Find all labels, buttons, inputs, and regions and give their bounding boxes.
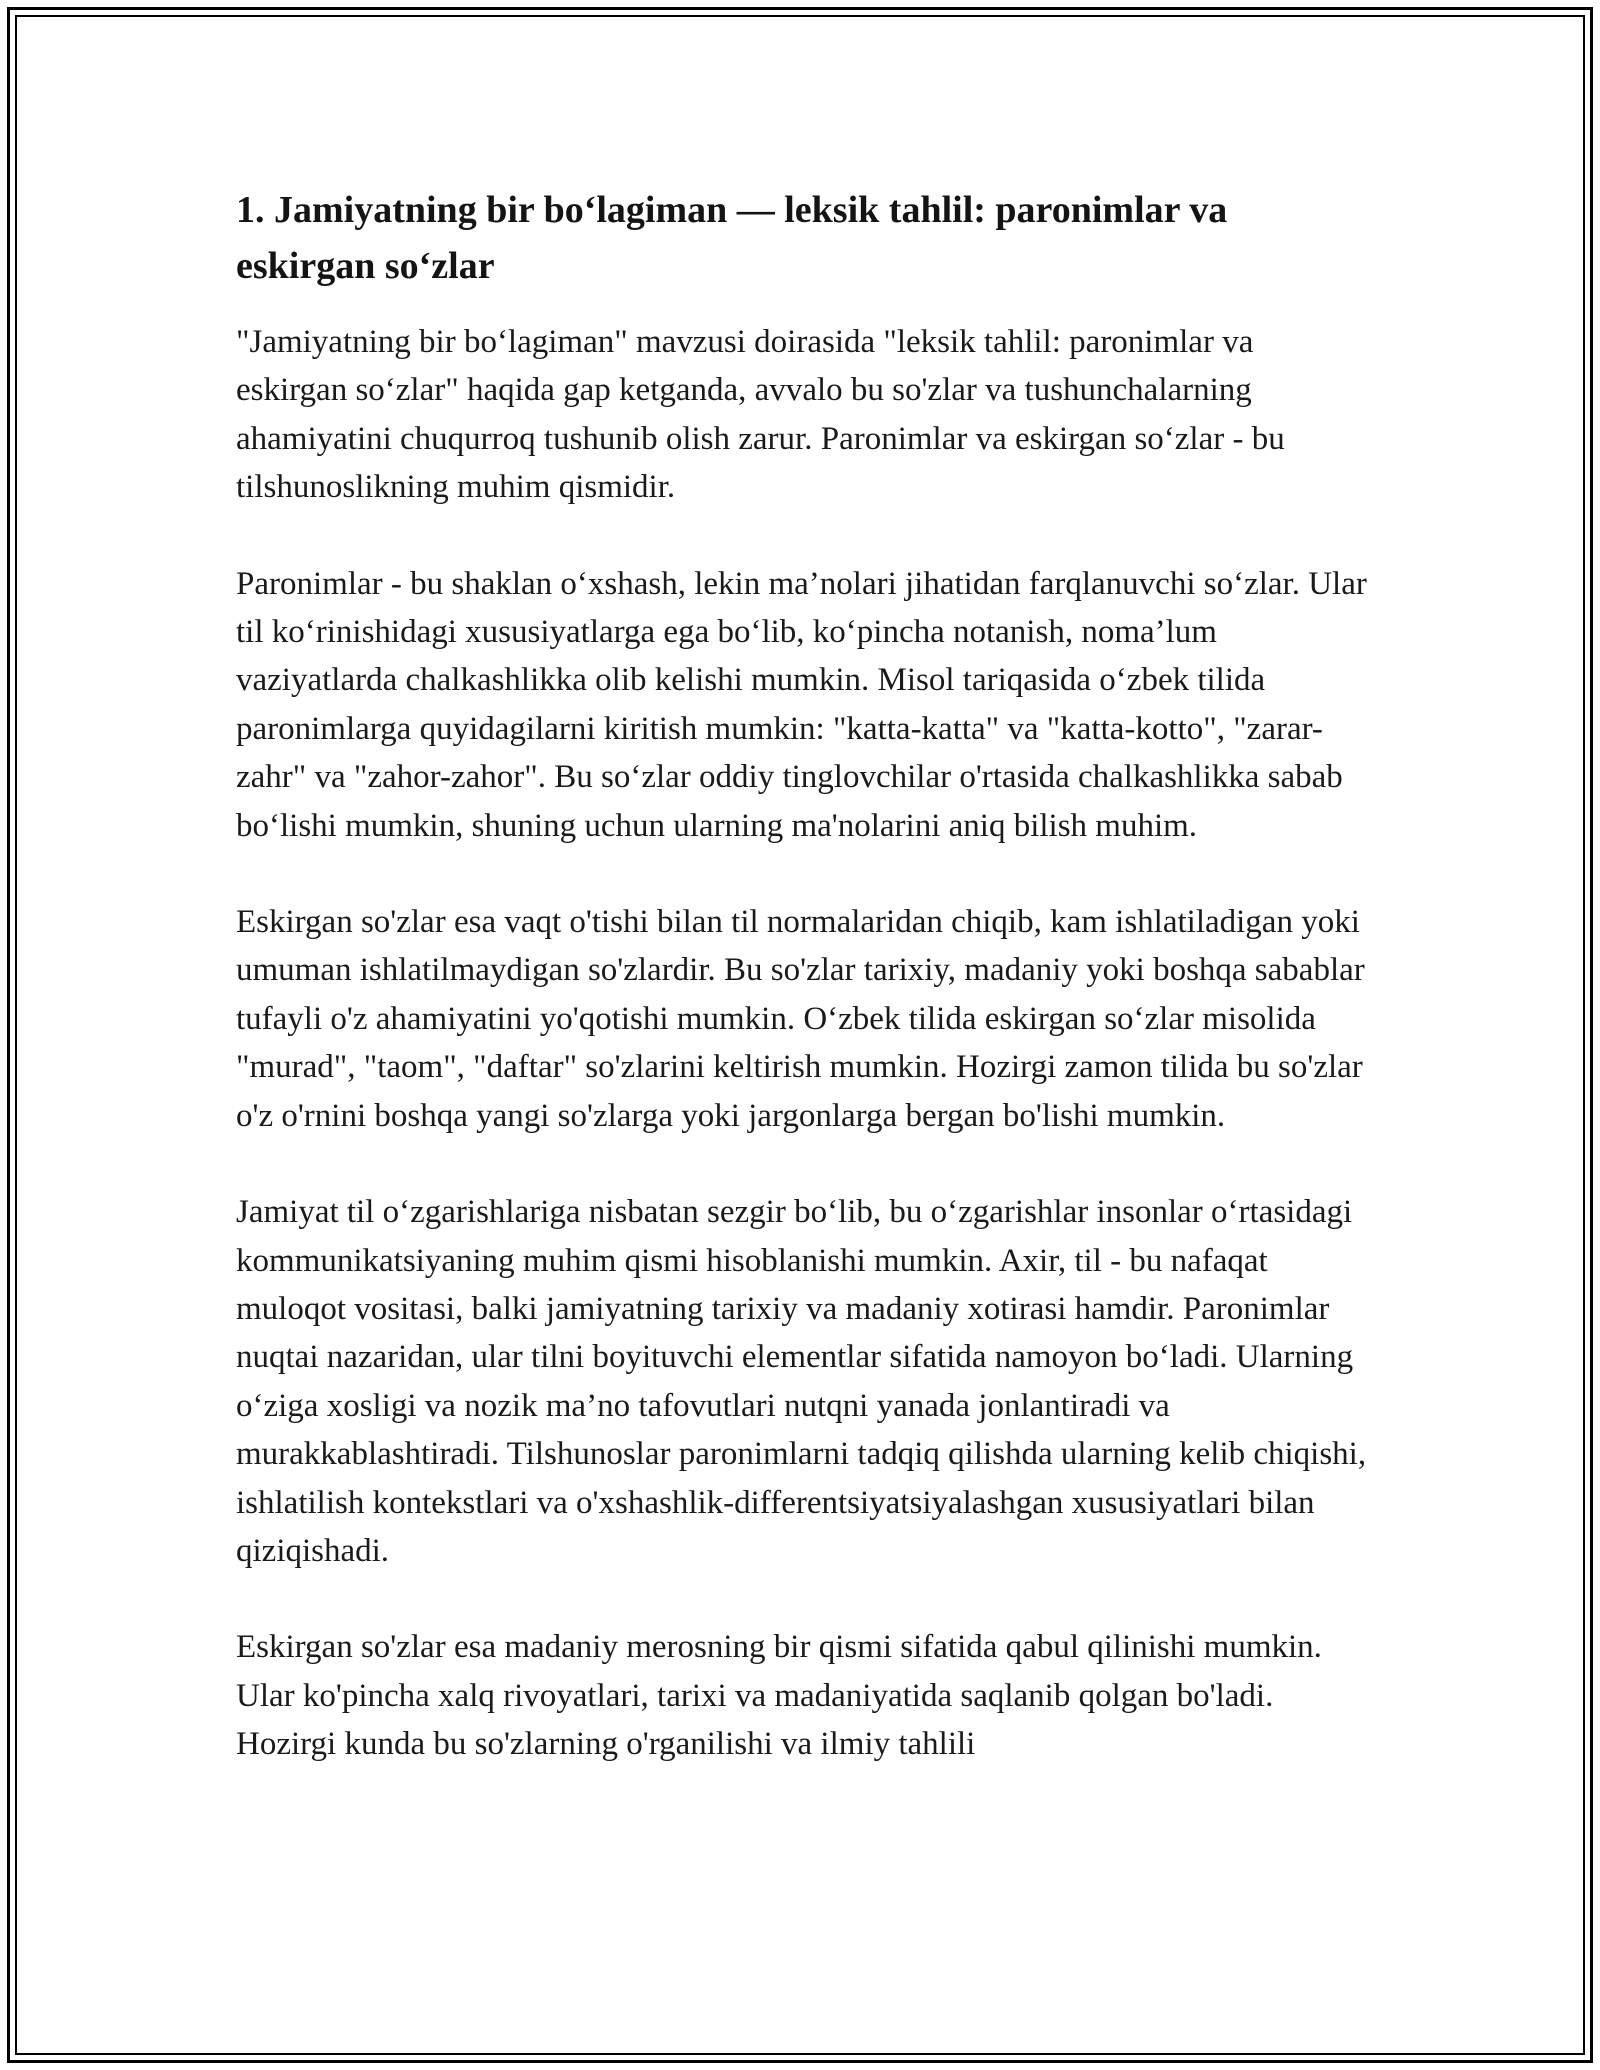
paragraph-cultural-heritage: Eskirgan so'zlar esa madaniy merosning bir qismi sifatida qabul qilinishi mumkin. Ular ko'pincha xalq rivoyatlari, tarixi va madaniyatida saqlanib qolgan bo'ladi. Hozirgi kunda bu so'zlarning o'rganilishi va ilmiy tahlili: [236, 1629, 1322, 1763]
document-title: 1. Jamiyatning bir bo‘lagiman — leksik tahlil: paronimlar va eskirgan so‘zlar: [236, 189, 1228, 287]
paragraph-paronyms: Paronimlar - bu shaklan o‘xshash, lekin ma’nolari jihatidan farqlanuvchi so‘zlar. Ular til ko‘rinishidagi xususiyatlarga ega bo‘lib, ko‘pincha notanish, noma’lum vaziyatlarda chalkashlikka olib kelishi mumkin. Misol tariqasida o‘zbek tilida paronimlarga quyidagilarni kiritish mumkin: "katta-katta" va "katta-kotto", "zarar-zahr" va "zahor-zahor". Bu so‘zlar oddiy tinglovchilar o'rtasida chalkashlikka sabab bo‘lishi mumkin, shuning uchun ularning ma'nolarini aniq bilish muhim.: [236, 565, 1367, 844]
document-body: [236, 182, 1371, 1817]
paragraph-society-language: Jamiyat til o‘zgarishlariga nisbatan sezgir bo‘lib, bu o‘zgarishlar insonlar o‘rtasidagi kommunikatsiyaning muhim qismi hisoblanishi mumkin. Axir, til - bu nafaqat muloqot vositasi, balki jamiyatning tarixiy va madaniy xotirasi hamdir. Paronimlar nuqtai nazaridan, ular tilni boyituvchi elementlar sifatida namoyon bo‘ladi. Ularning o‘ziga xosligi va nozik ma’no tafovutlari nutqni yanada jonlantiradi va murakkablashtiradi. Tilshunoslar paronimlarni tadqiq qilishda ularning kelib chiqishi, ishlatilish kontekstlari va o'xshashlik-differentsiyatsiyalashgan xususiyatlari bilan qiziqishadi.: [236, 1194, 1367, 1569]
paragraph-archaic-words: Eskirgan so'zlar esa vaqt o'tishi bilan til normalaridan chiqib, kam ishlatiladigan yoki umuman ishlatilmaydigan so'zlardir. Bu so'zlar tarixiy, madaniy yoki boshqa sabablar tufayli o'z ahamiyatini yo'qotishi mumkin. O‘zbek tilida eskirgan so‘zlar misolida "murad", "taom", "daftar" so'zlarini keltirish mumkin. Hozirgi zamon tilida bu so'zlar o'z o'rnini boshqa yangi so'zlarga yoki jargonlarga bergan bo'lishi mumkin.: [236, 904, 1365, 1134]
paragraph-intro: "Jamiyatning bir bo‘lagiman" mavzusi doirasida "leksik tahlil: paronimlar va eskirgan so‘zlar" haqida gap ketganda, avvalo bu so'zlar va tushunchalarning ahamiyatini chuqurroq tushunib olish zarur. Paronimlar va eskirgan so‘zlar - bu tilshunoslikning muhim qismidir.: [236, 324, 1285, 506]
